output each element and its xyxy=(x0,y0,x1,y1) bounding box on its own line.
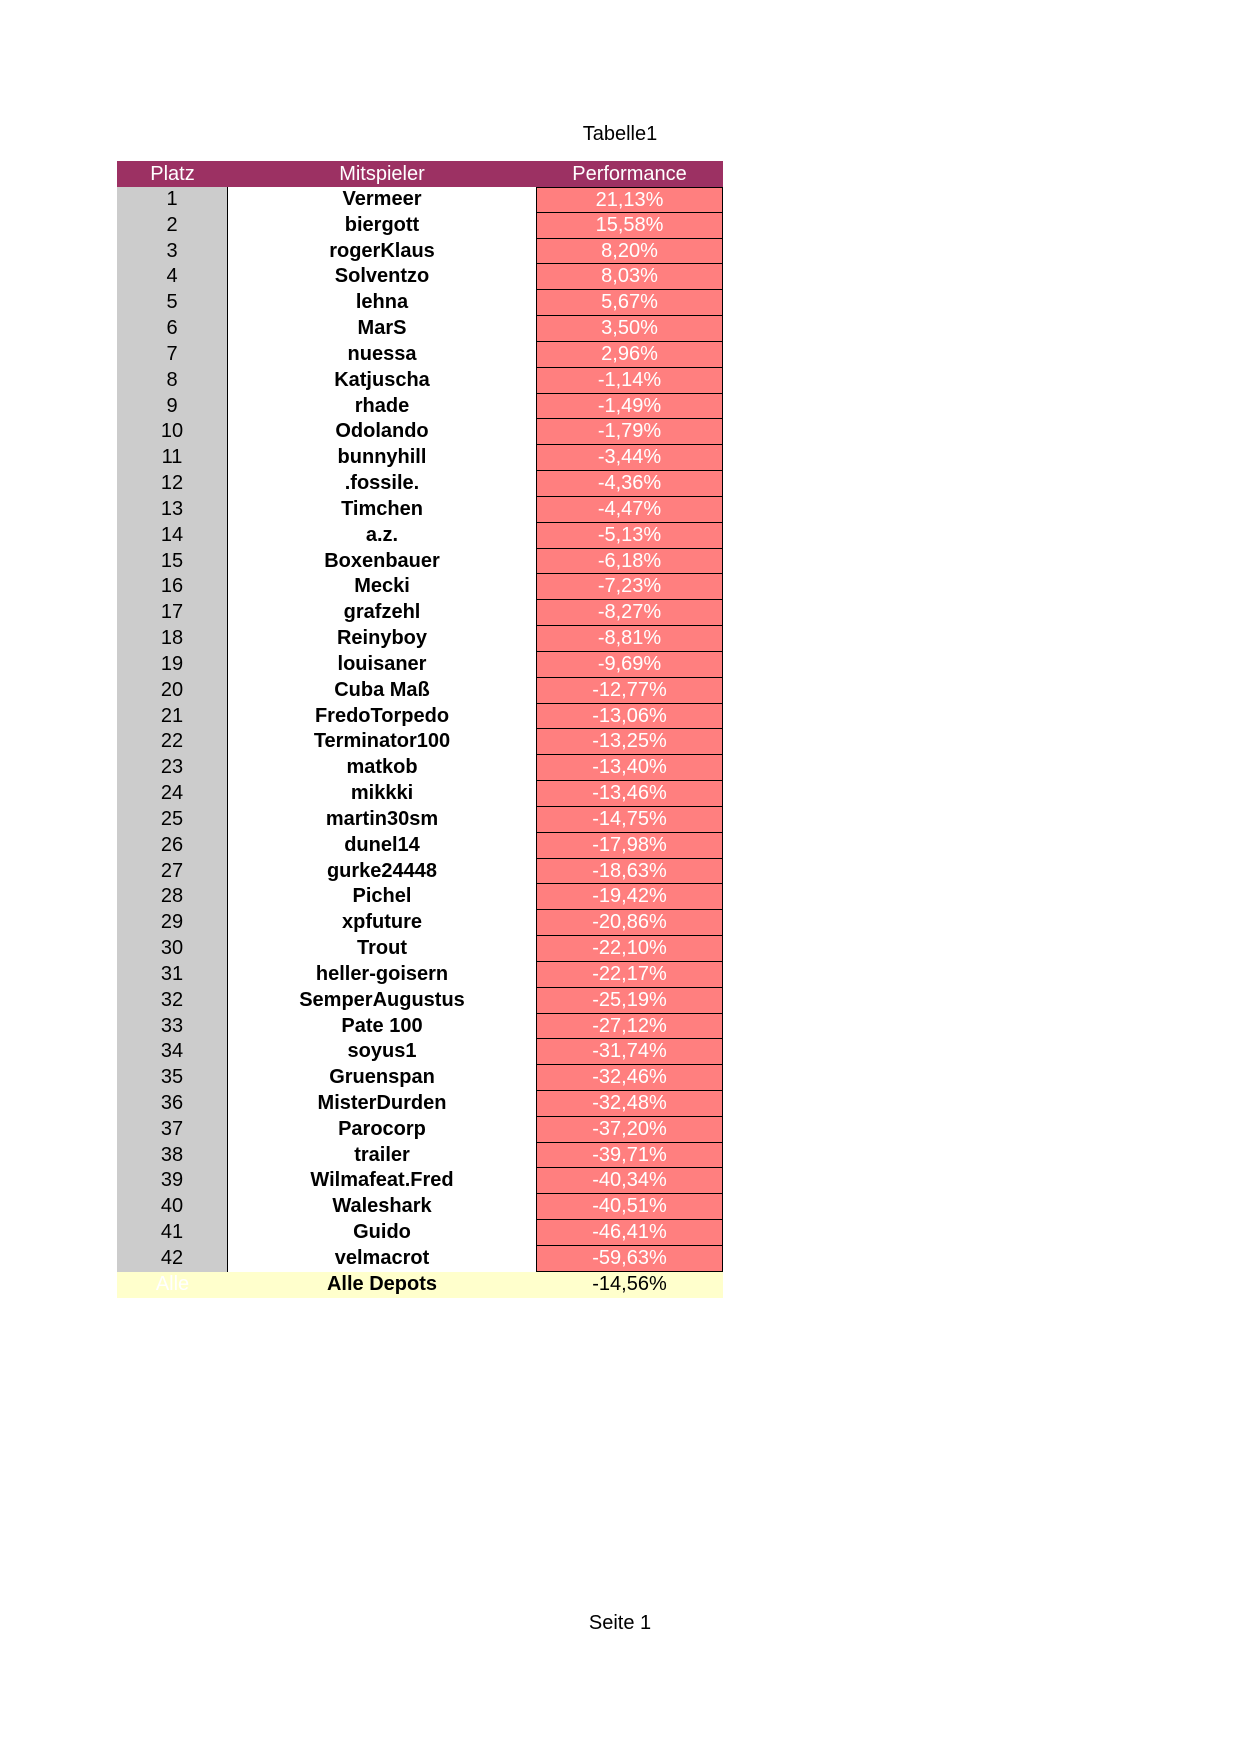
sheet-title: Tabelle1 xyxy=(582,123,658,145)
table-row xyxy=(117,884,723,910)
column-header-performance: Performance xyxy=(572,163,687,185)
performance-cell: 21,13% xyxy=(536,187,723,213)
player-cell: martin30sm xyxy=(228,807,536,833)
performance-cell: -13,40% xyxy=(536,755,723,781)
player-cell: mikkki xyxy=(228,781,536,807)
rank-cell: 13 xyxy=(117,497,228,523)
player-cell: Wilmafeat.Fred xyxy=(228,1168,536,1194)
player-cell: Parocorp xyxy=(228,1117,536,1143)
performance-cell: -13,06% xyxy=(536,704,723,730)
player-cell: Pichel xyxy=(228,884,536,910)
performance-cell: -13,25% xyxy=(536,729,723,755)
rank-cell: 32 xyxy=(117,988,228,1014)
player-cell: Timchen xyxy=(228,497,536,523)
rank-cell: 19 xyxy=(117,652,228,678)
performance-cell: -4,47% xyxy=(536,497,723,523)
table-row xyxy=(117,497,723,523)
table-row xyxy=(117,342,723,368)
table-row xyxy=(117,239,723,265)
total-player-cell: Alle Depots xyxy=(326,1272,438,1295)
rank-cell: 30 xyxy=(117,936,228,962)
table-header-row xyxy=(117,161,723,187)
performance-cell: -18,63% xyxy=(536,859,723,885)
rank-cell: 16 xyxy=(117,574,228,600)
performance-cell: 8,03% xyxy=(536,264,723,290)
column-header-player: Mitspieler xyxy=(339,163,425,185)
rank-cell: 22 xyxy=(117,729,228,755)
table-row xyxy=(117,419,723,445)
page-footer: Seite 1 xyxy=(588,1612,652,1634)
rank-cell: 25 xyxy=(117,807,228,833)
column-header-rank: Platz xyxy=(150,163,195,185)
player-cell: velmacrot xyxy=(228,1246,536,1272)
player-cell: MisterDurden xyxy=(228,1091,536,1117)
performance-cell: -12,77% xyxy=(536,678,723,704)
table-row xyxy=(117,1039,723,1065)
player-cell: Odolando xyxy=(228,419,536,445)
performance-cell: -40,34% xyxy=(536,1168,723,1194)
player-cell: nuessa xyxy=(228,342,536,368)
table-body xyxy=(117,187,723,1272)
player-cell: FredoTorpedo xyxy=(228,704,536,730)
player-cell: Katjuscha xyxy=(228,368,536,394)
rank-cell: 24 xyxy=(117,781,228,807)
rank-cell: 9 xyxy=(117,394,228,420)
table-row xyxy=(117,1168,723,1194)
rank-cell: 39 xyxy=(117,1168,228,1194)
performance-cell: -1,14% xyxy=(536,368,723,394)
table-row xyxy=(117,1194,723,1220)
performance-cell: -13,46% xyxy=(536,781,723,807)
player-cell: soyus1 xyxy=(228,1039,536,1065)
player-cell: a.z. xyxy=(228,523,536,549)
rank-cell: 34 xyxy=(117,1039,228,1065)
player-cell: rogerKlaus xyxy=(228,239,536,265)
performance-cell: -19,42% xyxy=(536,884,723,910)
player-cell: Gruenspan xyxy=(228,1065,536,1091)
rank-cell: 10 xyxy=(117,419,228,445)
table-row xyxy=(117,187,723,213)
table-row xyxy=(117,833,723,859)
player-cell: MarS xyxy=(228,316,536,342)
table-row xyxy=(117,678,723,704)
table-row xyxy=(117,859,723,885)
performance-cell: -27,12% xyxy=(536,1014,723,1040)
player-cell: trailer xyxy=(228,1143,536,1169)
performance-cell: -6,18% xyxy=(536,549,723,575)
player-cell: Solventzo xyxy=(228,264,536,290)
rank-cell: 36 xyxy=(117,1091,228,1117)
table-row xyxy=(117,316,723,342)
total-performance-cell: -14,56% xyxy=(592,1272,667,1295)
player-cell: Guido xyxy=(228,1220,536,1246)
rank-cell: 38 xyxy=(117,1143,228,1169)
rank-cell: 23 xyxy=(117,755,228,781)
table-row xyxy=(117,729,723,755)
player-cell: lehna xyxy=(228,290,536,316)
performance-cell: -20,86% xyxy=(536,910,723,936)
rank-cell: 26 xyxy=(117,833,228,859)
player-cell: gurke24448 xyxy=(228,859,536,885)
performance-cell: -31,74% xyxy=(536,1039,723,1065)
table-row xyxy=(117,523,723,549)
performance-cell: -25,19% xyxy=(536,988,723,1014)
table-row xyxy=(117,574,723,600)
rank-cell: 11 xyxy=(117,445,228,471)
player-cell: Pate 100 xyxy=(228,1014,536,1040)
rank-cell: 42 xyxy=(117,1246,228,1272)
performance-cell: -8,81% xyxy=(536,626,723,652)
table-row xyxy=(117,213,723,239)
rank-cell: 41 xyxy=(117,1220,228,1246)
table-row xyxy=(117,290,723,316)
table-row xyxy=(117,1091,723,1117)
performance-cell: -14,75% xyxy=(536,807,723,833)
performance-cell: -32,46% xyxy=(536,1065,723,1091)
table-row xyxy=(117,910,723,936)
performance-cell: -4,36% xyxy=(536,471,723,497)
table-row xyxy=(117,1065,723,1091)
rank-cell: 18 xyxy=(117,626,228,652)
performance-cell: -9,69% xyxy=(536,652,723,678)
table-row xyxy=(117,781,723,807)
rank-cell: 17 xyxy=(117,600,228,626)
performance-cell: 15,58% xyxy=(536,213,723,239)
performance-cell: -40,51% xyxy=(536,1194,723,1220)
table-row xyxy=(117,807,723,833)
performance-cell: -7,23% xyxy=(536,574,723,600)
table-row xyxy=(117,936,723,962)
player-cell: xpfuture xyxy=(228,910,536,936)
performance-cell: -22,17% xyxy=(536,962,723,988)
rank-cell: 33 xyxy=(117,1014,228,1040)
rank-cell: 35 xyxy=(117,1065,228,1091)
player-cell: SemperAugustus xyxy=(228,988,536,1014)
performance-cell: 8,20% xyxy=(536,239,723,265)
table-row xyxy=(117,1143,723,1169)
rank-cell: 8 xyxy=(117,368,228,394)
rank-cell: 21 xyxy=(117,704,228,730)
rank-cell: 40 xyxy=(117,1194,228,1220)
player-cell: rhade xyxy=(228,394,536,420)
table-row xyxy=(117,1220,723,1246)
player-cell: Mecki xyxy=(228,574,536,600)
total-rank-cell: Alle xyxy=(155,1272,190,1295)
performance-cell: -1,79% xyxy=(536,419,723,445)
table-row xyxy=(117,755,723,781)
rank-cell: 4 xyxy=(117,264,228,290)
table-row xyxy=(117,445,723,471)
performance-cell: -22,10% xyxy=(536,936,723,962)
player-cell: Terminator100 xyxy=(228,729,536,755)
rank-cell: 1 xyxy=(117,187,228,213)
rank-cell: 37 xyxy=(117,1117,228,1143)
performance-cell: -5,13% xyxy=(536,523,723,549)
player-cell: Trout xyxy=(228,936,536,962)
player-cell: grafzehl xyxy=(228,600,536,626)
table-row xyxy=(117,626,723,652)
performance-cell: -39,71% xyxy=(536,1143,723,1169)
table-row xyxy=(117,549,723,575)
performance-cell: 2,96% xyxy=(536,342,723,368)
performance-cell: -46,41% xyxy=(536,1220,723,1246)
player-cell: heller-goisern xyxy=(228,962,536,988)
player-cell: Vermeer xyxy=(228,187,536,213)
table-row xyxy=(117,652,723,678)
performance-cell: -32,48% xyxy=(536,1091,723,1117)
performance-cell: 3,50% xyxy=(536,316,723,342)
performance-cell: -37,20% xyxy=(536,1117,723,1143)
rank-cell: 6 xyxy=(117,316,228,342)
performance-cell: -59,63% xyxy=(536,1246,723,1272)
rank-cell: 5 xyxy=(117,290,228,316)
rank-cell: 2 xyxy=(117,213,228,239)
player-cell: Waleshark xyxy=(228,1194,536,1220)
rank-cell: 20 xyxy=(117,678,228,704)
table-row xyxy=(117,1014,723,1040)
performance-cell: -8,27% xyxy=(536,600,723,626)
player-cell: Reinyboy xyxy=(228,626,536,652)
table-row xyxy=(117,962,723,988)
table-row xyxy=(117,704,723,730)
rank-cell: 12 xyxy=(117,471,228,497)
player-cell: louisaner xyxy=(228,652,536,678)
performance-cell: -3,44% xyxy=(536,445,723,471)
player-cell: Cuba Maß xyxy=(228,678,536,704)
performance-cell: -1,49% xyxy=(536,394,723,420)
rank-cell: 14 xyxy=(117,523,228,549)
performance-cell: 5,67% xyxy=(536,290,723,316)
rank-cell: 28 xyxy=(117,884,228,910)
player-cell: matkob xyxy=(228,755,536,781)
player-cell: Boxenbauer xyxy=(228,549,536,575)
rank-cell: 31 xyxy=(117,962,228,988)
table-row xyxy=(117,1117,723,1143)
rank-cell: 29 xyxy=(117,910,228,936)
rank-cell: 7 xyxy=(117,342,228,368)
table-row xyxy=(117,394,723,420)
player-cell: biergott xyxy=(228,213,536,239)
table-row xyxy=(117,988,723,1014)
rank-cell: 27 xyxy=(117,859,228,885)
table-row xyxy=(117,600,723,626)
performance-cell: -17,98% xyxy=(536,833,723,859)
table-row xyxy=(117,1246,723,1272)
table-row xyxy=(117,264,723,290)
table-row xyxy=(117,471,723,497)
total-row xyxy=(117,1272,723,1298)
ranking-table xyxy=(117,161,723,1298)
player-cell: .fossile. xyxy=(228,471,536,497)
rank-cell: 15 xyxy=(117,549,228,575)
player-cell: bunnyhill xyxy=(228,445,536,471)
rank-cell: 3 xyxy=(117,239,228,265)
table-row xyxy=(117,368,723,394)
player-cell: dunel14 xyxy=(228,833,536,859)
